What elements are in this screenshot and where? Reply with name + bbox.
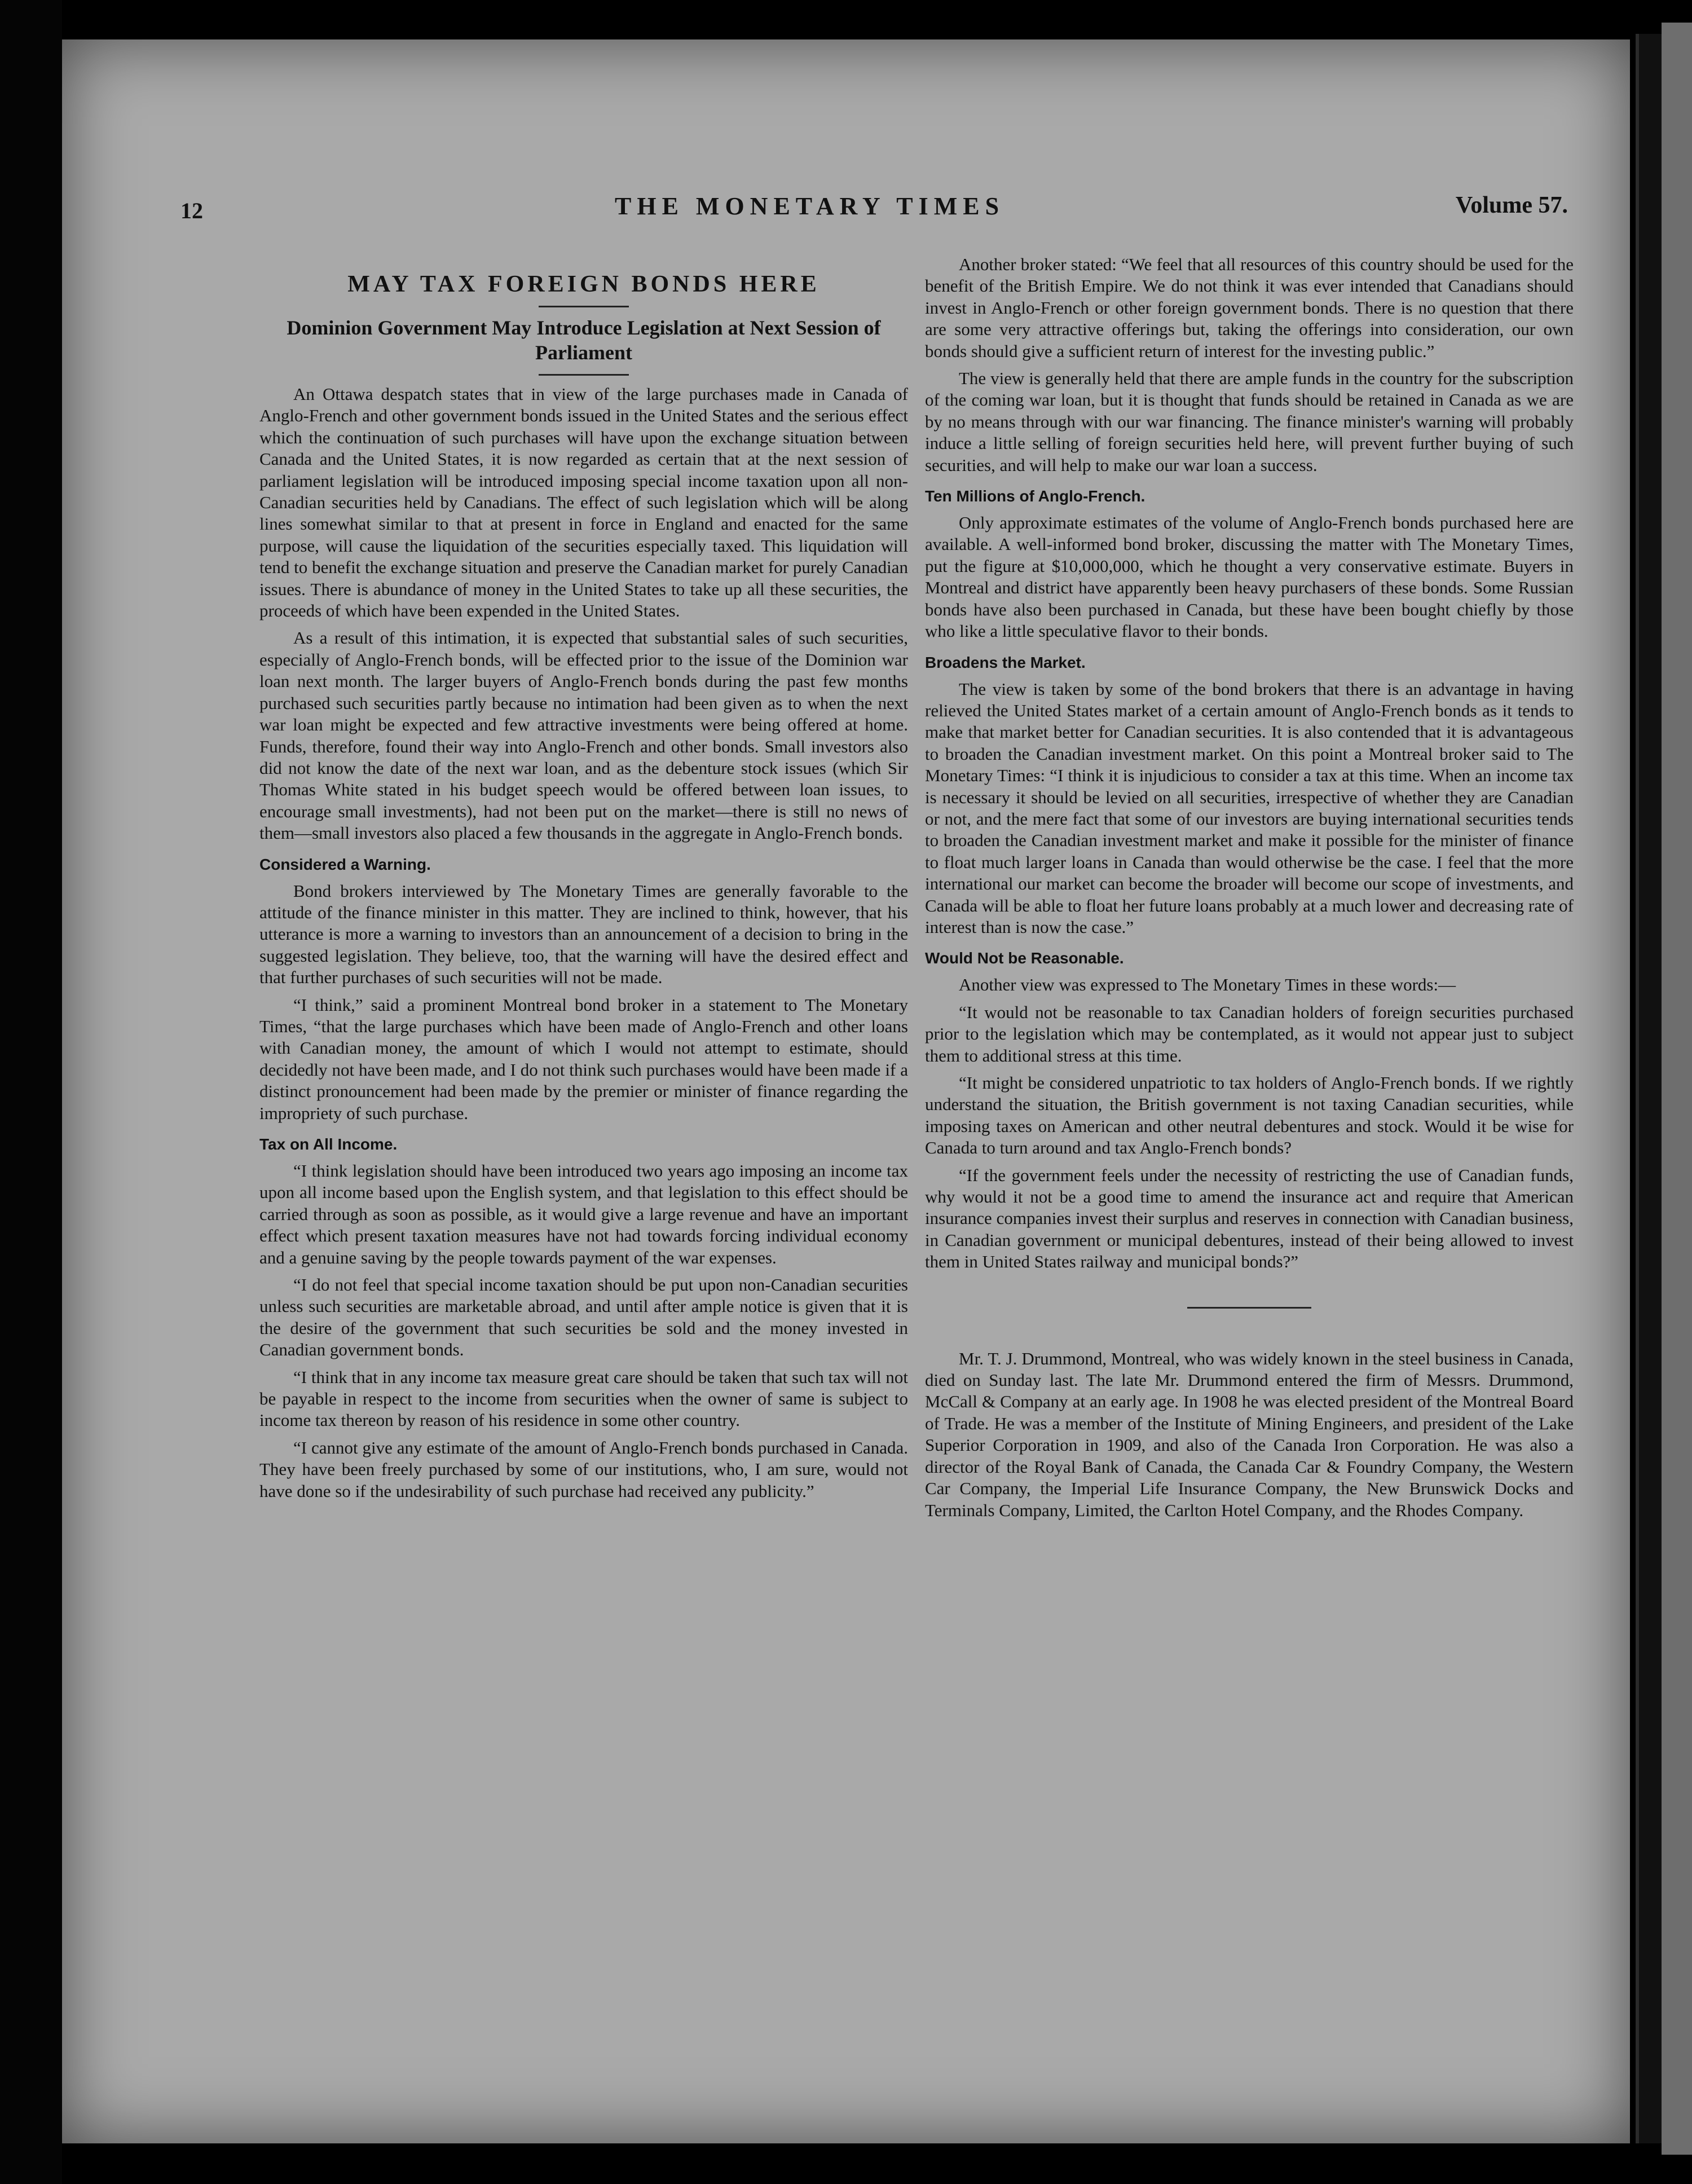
section-heading-ten-millions: Ten Millions of Anglo-French. xyxy=(925,487,1145,505)
page-content xyxy=(180,158,1574,2076)
right-intro-paragraph: Another broker stated: “We feel that all resources of this country should be used for the benefit of the British Empire. We do not think it was ever intended that Canadians should invest in Anglo-French or other foreign government bonds. There is no question that there are some very attractive offerings but, taking the offerings into consideration, our own bonds should give a sufficient return of interest for the investing public.” xyxy=(925,254,1574,361)
article-headline: MAY TAX FOREIGN BONDS HERE xyxy=(347,271,820,297)
adjacent-page-edge xyxy=(1662,23,1692,2155)
intro-paragraph: As a result of this intimation, it is expected that substantial sales of such securities, especially of Anglo-French bonds, will be effected prior to the issue of the Dominion war loan next month. The larger buyers of Anglo-French bonds during the past few months purchased such securities partly because no intimation had been given as to when the next war loan might be expected and few attractive investments were being offered at home. Funds, therefore, found their way into Anglo-French and other bonds. Small investors also did not know the date of the next war loan, and as the debenture stock issues (which Sir Thomas White stated in his budget speech would be offered between loan issues, to encourage small investments), had not been put on the market—there is still no news of them—small investors also placed a few thousands in the aggregate in Anglo-French bonds. xyxy=(259,628,908,843)
article-end-rule xyxy=(1187,1307,1311,1309)
not-reasonable-paragraph: “If the government feels under the necessity of restricting the use of Canadian funds, why would it not be a good time to amend the insurance act and require that American insurance companies invest their surplus and reserves in connection with Canadian business, in Canadian government or municipal debentures, instead of their being allowed to invest them in United States railway and municipal bonds?” xyxy=(925,1165,1574,1272)
right-column xyxy=(925,254,1574,1527)
not-reasonable-paragraph: “It might be considered unpatriotic to tax holders of Anglo-French bonds. If we rightly understand the situation, the British government is not taxing Canadian securities, while imposing taxes on American and other neutral debentures and stock. Would it be wise for Canada to turn around and tax Anglo-French bonds? xyxy=(925,1073,1574,1158)
left-margin-strip xyxy=(0,0,62,2184)
journal-title: THE MONETARY TIMES xyxy=(615,192,1005,220)
not-reasonable-paragraph: Another view was expressed to The Monetary Times in these words:— xyxy=(959,975,1456,995)
section-heading-income: Tax on All Income. xyxy=(259,1135,398,1153)
ten-millions-paragraph: Only approximate estimates of the volume of Anglo-French bonds purchased here are available. A well-informed bond broker, discussing the matter with The Monetary Times, put the figure at $10,000,000, which he thought a very conservative estimate. Buyers in Montreal and district have apparently been heavy purchasers of these bonds. Some Russian bonds have also been purchased in Canada, but these have been bought chiefly by those who like a little speculative flavor to their bonds. xyxy=(925,513,1574,641)
section-heading-broadens: Broadens the Market. xyxy=(925,653,1086,671)
income-paragraph: “I think legislation should have been introduced two years ago imposing an income tax upon all income based upon the English system, and that legislation to this effect should be carried through as soon as possible, as it would give a large revenue and have an important effect which present taxation measures have not had towards forcing individual economy and a genuine saving by the people towards payment of the war expenses. xyxy=(259,1161,908,1267)
page-gutter xyxy=(1636,34,1662,2143)
headline-rule xyxy=(539,306,629,307)
left-column xyxy=(259,254,908,1508)
right-intro-paragraph: The view is generally held that there are ample funds in the country for the subscription of the coming war loan, but it is thought that funds should be retained in Canada as we are by no means through with our war financing. The finance minister's warning will probably induce a little selling of foreign securities held here, will prevent further buying of such securities, and will help to make our war loan a success. xyxy=(925,368,1574,475)
subheadline-rule xyxy=(539,374,629,376)
obituary-paragraph: Mr. T. J. Drummond, Montreal, who was widely known in the steel business in Canada, died on Sunday last. The late Mr. Drummond entered the firm of Messrs. Drummond, McCall & Company at an early age. In 1908 he was elected president of the Montreal Board of Trade. He was a member of the Institute of Mining Engineers, and president of the Lake Superior Corporation in 1909, and also of the Canada Iron Corporation. He was also a director of the Royal Bank of Canada, the Canada Car & Foundry Company, the Western Car Company, the Imperial Life Insurance Company, the New Brunswick Docks and Terminals Company, Limited, the Carlton Hotel Company, and the Rhodes Company. xyxy=(925,1348,1574,1520)
page-number: 12 xyxy=(180,198,203,223)
section-heading-not-reasonable: Would Not be Reasonable. xyxy=(925,949,1124,967)
warning-paragraph: “I think,” said a prominent Montreal bond broker in a statement to The Monetary Times, “that the large purchases which have been made of Anglo-French and other loans with Canadian money, the amount of which I would not attempt to estimate, should decidedly not have been made, and I do not think such purchases would have been made if a distinct pronouncement had been made by the premier or minister of finance regarding the impropriety of such purchase. xyxy=(259,994,908,1123)
not-reasonable-paragraph: “It would not be reasonable to tax Canadian holders of foreign securities purchased prior to the legislation which may be contemplated, as it would not appear just to subject them to additional stress at this time. xyxy=(925,1002,1574,1065)
magazine-page xyxy=(62,39,1630,2143)
warning-paragraph: Bond brokers interviewed by The Monetary Times are generally favorable to the attitude of the finance minister in this matter. They are inclined to think, however, that his utterance is more a warning to investors than an announcement of a decision to bring in the suggested legislation. They believe, too, that the warning will have the desired effect and that further purchases of such securities will not be made. xyxy=(259,880,908,988)
income-paragraph: “I cannot give any estimate of the amount of Anglo-French bonds purchased in Canada. They have been freely purchased by some of our institutions, who, I am sure, would not have done so if the undesirability of such purchase had received any publicity.” xyxy=(259,1437,908,1501)
income-paragraph: “I think that in any income tax measure great care should be taken that such tax will not be payable in respect to the income from securities when the owner of same is subject to income tax thereon by reason of his residence in some other country. xyxy=(259,1367,908,1430)
volume-label: Volume 57. xyxy=(1455,192,1568,218)
intro-paragraph: An Ottawa despatch states that in view of the large purchases made in Canada of Anglo-French and other government bonds issued in the United States and the serious effect which the continuation of such purchases will have upon the exchange situation between Canada and the United States, it is now regarded as certain that at the next session of parliament legislation will be introduced imposing special income taxation upon all non-Canadian securities held by Canadians. The effect of such legislation which will be along lines somewhat similar to that at present in force in England and enacted for the same purpose, will cause the liquidation of the securities especially taxed. This liquidation will tend to benefit the exchange situation and preserve the Canadian market for purely Canadian issues. There is abundance of money in the United States to take up all these securities, the proceeds of which have been expended in the United States. xyxy=(259,384,908,621)
running-header xyxy=(180,192,1568,231)
article-subheadline: Dominion Government May Introduce Legislation at Next Session of Parliament xyxy=(287,316,881,364)
broadens-paragraph: The view is taken by some of the bond brokers that there is an advantage in having relieved the United States market of a certain amount of Anglo-French bonds as it tends to make that market better for Canadian securities. It is also contended that it is advantageous to broaden the Canadian investment market. On this point a Montreal broker said to The Monetary Times: “I think it is injudicious to consider a tax at this time. When an income tax is necessary it should be levied on all securities, irrespective of whether they are Canadian or not, and the mere fact that some of our investors are buying international securities tends to broaden the Canadian investment market and make it possible for the minister of finance to float much larger loans in Canada than would otherwise be the case. I feel that the more international our market can become the broader will become our scope of investments, and Canada will be able to float her future loans probably at a much lower and decreasing rate of interest than is now the case.” xyxy=(925,679,1574,937)
income-paragraph: “I do not feel that special income taxation should be put upon non-Canadian securities unless such securities are marketable abroad, and until after ample notice is given that it is the desire of the government that such securities be sold and the money invested in Canadian government bonds. xyxy=(259,1275,908,1360)
section-heading-warning: Considered a Warning. xyxy=(259,855,431,873)
